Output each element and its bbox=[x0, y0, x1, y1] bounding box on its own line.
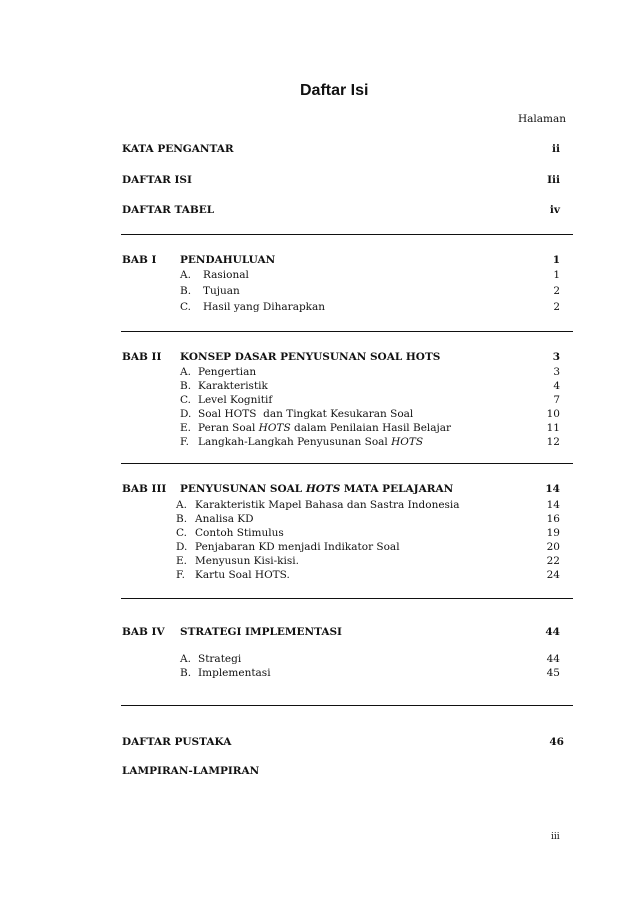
item-letter: E. bbox=[176, 555, 188, 567]
toc-page-number: 16 bbox=[546, 513, 560, 525]
item-letter: C. bbox=[180, 394, 191, 406]
item-letter: A. bbox=[176, 499, 187, 511]
item-text: Langkah-Langkah Penyusunan Soal bbox=[198, 436, 392, 448]
item-letter: F. bbox=[176, 569, 185, 581]
toc-page-number: ii bbox=[552, 143, 560, 155]
toc-page-number: 4 bbox=[553, 380, 560, 392]
toc-bab2-title[interactable]: KONSEP DASAR PENYUSUNAN SOAL HOTS bbox=[180, 351, 441, 363]
item-emphasis: HOTS bbox=[258, 422, 291, 434]
toc-lampiran[interactable]: LAMPIRAN-LAMPIRAN bbox=[122, 765, 260, 777]
toc-item[interactable]: Rasional bbox=[203, 269, 249, 281]
toc-page-number: 44 bbox=[546, 653, 560, 665]
page-title: Daftar Isi bbox=[300, 82, 369, 99]
footer-page-number: iii bbox=[551, 832, 560, 842]
toc-page-number: 2 bbox=[553, 301, 560, 313]
section-divider bbox=[121, 234, 573, 235]
toc-item[interactable]: Soal HOTS dan Tingkat Kesukaran Soal bbox=[198, 408, 414, 420]
title-text: MATA PELAJARAN bbox=[340, 483, 454, 495]
toc-page-number: 3 bbox=[553, 366, 560, 378]
chapter-code: BAB I bbox=[122, 254, 157, 266]
toc-item[interactable]: Karakteristik bbox=[198, 380, 268, 392]
toc-bab4-title[interactable]: STRATEGI IMPLEMENTASI bbox=[180, 626, 342, 638]
item-letter: A. bbox=[180, 653, 191, 665]
toc-page-number: 19 bbox=[546, 527, 560, 539]
item-letter: D. bbox=[176, 541, 188, 553]
toc-page-number: iv bbox=[549, 204, 560, 216]
toc-page-number: 44 bbox=[545, 626, 560, 638]
chapter-code: BAB III bbox=[122, 483, 167, 495]
toc-item[interactable]: Level Kognitif bbox=[198, 394, 273, 406]
toc-daftar-isi[interactable]: DAFTAR ISI bbox=[122, 174, 192, 186]
item-emphasis: HOTS bbox=[391, 436, 424, 448]
toc-bab1-title[interactable]: PENDAHULUAN bbox=[180, 254, 276, 266]
toc-page-number: 45 bbox=[546, 667, 560, 679]
toc-item[interactable]: Karakteristik Mapel Bahasa dan Sastra Indonesia bbox=[195, 499, 460, 511]
section-divider bbox=[121, 463, 573, 464]
toc-page-number: 14 bbox=[546, 499, 560, 511]
item-letter: D. bbox=[180, 408, 192, 420]
toc-page-number: 2 bbox=[553, 285, 560, 297]
item-letter: B. bbox=[180, 667, 192, 679]
toc-item[interactable]: Implementasi bbox=[198, 667, 271, 679]
toc-page-number: 46 bbox=[549, 736, 564, 748]
toc-kata-pengantar[interactable]: KATA PENGANTAR bbox=[122, 143, 234, 155]
toc-item[interactable]: Contoh Stimulus bbox=[195, 527, 284, 539]
item-letter: C. bbox=[180, 301, 191, 313]
item-letter: F. bbox=[180, 436, 189, 448]
toc-item[interactable]: Kartu Soal HOTS. bbox=[195, 569, 290, 581]
toc-page-number: 7 bbox=[553, 394, 560, 406]
toc-page-number: Iii bbox=[547, 174, 560, 186]
toc-item[interactable]: Tujuan bbox=[203, 285, 240, 297]
toc-page-number: 11 bbox=[546, 422, 560, 434]
toc-page-number: 20 bbox=[546, 541, 560, 553]
title-emphasis: HOTS bbox=[305, 483, 341, 495]
toc-item[interactable]: Analisa KD bbox=[195, 513, 254, 525]
chapter-code: BAB IV bbox=[122, 626, 165, 638]
toc-item[interactable]: Hasil yang Diharapkan bbox=[203, 301, 326, 313]
toc-page-number: 14 bbox=[545, 483, 560, 495]
halaman-label: Halaman bbox=[518, 113, 567, 125]
item-letter: A. bbox=[180, 269, 191, 281]
toc-item[interactable] bbox=[198, 422, 451, 435]
item-letter: B. bbox=[180, 285, 192, 297]
item-letter: B. bbox=[180, 380, 192, 392]
toc-page-number: 1 bbox=[553, 269, 560, 281]
toc-item[interactable]: Menyusun Kisi-kisi. bbox=[195, 555, 299, 567]
toc-item[interactable]: Strategi bbox=[198, 653, 242, 665]
toc-page-number: 12 bbox=[546, 436, 560, 448]
item-text: Peran Soal bbox=[198, 422, 259, 434]
item-letter: C. bbox=[176, 527, 187, 539]
item-letter: E. bbox=[180, 422, 192, 434]
section-divider bbox=[121, 331, 573, 332]
item-letter: B. bbox=[176, 513, 188, 525]
toc-page-number: 24 bbox=[546, 569, 560, 581]
toc-item[interactable]: Penjabaran KD menjadi Indikator Soal bbox=[195, 541, 400, 553]
toc-item[interactable]: Pengertian bbox=[198, 366, 257, 378]
title-text: PENYUSUNAN SOAL bbox=[180, 483, 306, 495]
item-text: dalam Penilaian Hasil Belajar bbox=[290, 422, 452, 434]
toc-item[interactable] bbox=[198, 436, 423, 449]
section-divider bbox=[121, 705, 573, 706]
toc-daftar-pustaka[interactable]: DAFTAR PUSTAKA bbox=[122, 736, 232, 748]
toc-page-number: 22 bbox=[546, 555, 560, 567]
toc-page-number: 3 bbox=[552, 351, 560, 363]
item-letter: A. bbox=[180, 366, 191, 378]
chapter-code: BAB II bbox=[122, 351, 162, 363]
toc-page-number: 1 bbox=[552, 254, 560, 266]
toc-daftar-tabel[interactable]: DAFTAR TABEL bbox=[122, 204, 215, 216]
section-divider bbox=[121, 598, 573, 599]
toc-page-number: 10 bbox=[546, 408, 560, 420]
toc-bab3-title[interactable] bbox=[180, 483, 453, 496]
